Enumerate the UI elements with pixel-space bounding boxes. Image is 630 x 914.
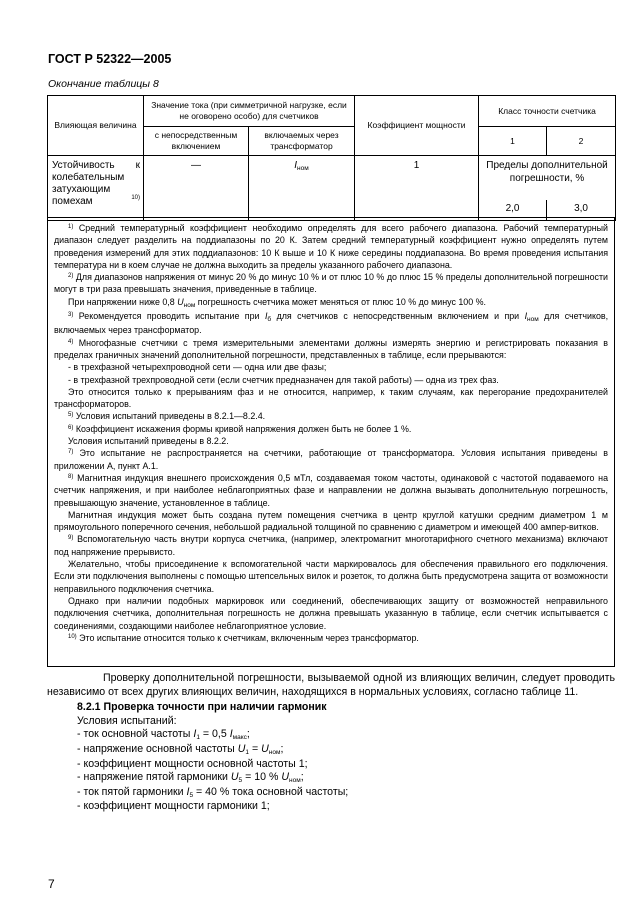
page-number: 7 [48,877,55,891]
table-caption: Окончание таблицы 8 [48,78,159,90]
note-4-tail: Это относится только к прерываниям фаз и не относится, например, к таким случаям, как перегорание предохранителей трансформаторов. [54,386,608,410]
page-header: ГОСТ Р 52322—2005 [48,52,172,66]
note-4-item-2: - в трехфазной трехпроводной сети (если счетчик предназначен для такой работы) — одна из трех фаз. [68,374,499,385]
condition-6: - коэффициент мощности гармоники 1; [77,800,270,813]
header-accuracy-group: Класс точности счетчика [479,96,616,127]
note-9-para-3: Однако при наличии подобных маркировок или соединений, обеспечивающих защиту от возможностей неправильного подключения счетчика, дополнительная погрешность не должна превышать указанную в таблице, если счетчик испытывается с соединениями, создающими наиболее неблагоприятное условие. [54,595,608,631]
condition-3: - коэффициент мощности основной частоты 1; [77,757,308,770]
table-8-end [47,95,616,221]
note-10: $^{10)}$ Это испытание относится только к счетчикам, включенным через трансформатор. [68,632,419,643]
note-6: $^{6)}$ Коэффициент искажения формы кривой напряжения должен быть не более 1 %. [68,423,412,434]
table-footnotes [47,217,615,667]
note-9-para-2: Желательно, чтобы присоединение к вспомогательной части маркировалось для обеспечения правильного его подключения. Если эти подключения выполнены с помощью штепсельных вилок и розеток, то должна быть предусмотрена защита от возможности неправильного подключения счетчика. [54,559,608,594]
note-1: $^{1)}$ Средний температурный коэффициент необходимо определять для всего рабочего диапазона. Рабочий температурный диапазон следует разделить на поддиапазоны по 20 К. Затем средний температурный коэффициент нужно определять путем проведения измерений для этих поддиапазонов: 10 К выше и 10 К ниже середины поддиапазона. Во время проведения испытания температура ни в коем случае не должна выходить за пределы указанного рабочего диапазона. [54,223,608,270]
cell-limits: Пределы дополнительной погрешности, % [479,156,616,200]
note-2-tail: При напряжении ниже 0,8 $U_{ном}$ погрешность счетчика может меняться от плюс 10 % до минус 100 %. [68,296,487,309]
cell-class-1-value: 2,0 [479,200,547,221]
cell-direct: — [144,156,249,221]
note-8-tail: Магнитная индукция может быть создана путем помещения счетчика в центр круглой катушки средним диаметром 1 м прямоугольного поперечного сечения, небольшой радиальной толщиной по сравнению с диаметром и имеющей 400 ампер-витков. [54,509,608,533]
conditions-label: Условия испытаний: [77,714,177,727]
note-8: $^{8)}$ Магнитная индукция внешнего происхождения 0,5 мТл, создаваемая током частоты, одинаковой с частотой подаваемого на счетчик напряжения, и при наиболее неблагоприятных фазе и направлении не должна вызывать дополнительную погрешность, превышающую значение, установленное в таблице. [54,472,608,508]
note-3: $^{3)}$ Рекомендуется проводить испытание при $I_б$ для счетчиков с непосредственным включением и при $I_{ном}$ для счетчиков, включаемых через трансформатор. [54,311,609,336]
note-9: $^{9)}$ Вспомогательную часть внутри корпуса счетчика, (например, электромагнит многотарифного счетного механизма) включают под напряжение прерывисто. [54,534,609,557]
cell-influence: Устойчивость к колебательным затухающим помехам $^{10)}$ [48,156,144,221]
note-2: $^{2)}$ Для диапазонов напряжения от минус 20 % до минус 10 % и от плюс 10 % до плюс 15 % пределы дополнительной погрешности могут в три раза превышать значения, приведенные в таблице. [54,272,608,295]
cell-class-2-value: 3,0 [547,200,616,221]
condition-4: - напряжение пятой гармоники $U_5 = 10$ % $U_{ном}$; [77,771,304,785]
condition-2: - напряжение основной частоты $U_1 = U_{ном}$; [77,742,284,756]
header-influence: Влияющая величина [48,96,144,156]
note-7: $^{7)}$ Это испытание не распространяется на счетчики, работающие от трансформатора. Условия испытания приведены в приложении А, пункт А.1. [54,448,608,471]
note-4-item-1: - в трехфазной четырехпроводной сети — одна или две фазы; [68,362,327,373]
cell-power-factor: 1 [355,156,479,221]
paragraph-1: Проверку дополнительной погрешности, вызываемой одной из влияющих величин, следует проводить независимо от всех других влияющих величин, находящихся в нормальных условиях, согласно таблице 11. [47,672,615,698]
condition-5: - ток пятой гармоники $I_5 = 40$ % тока основной частоты; [77,785,349,799]
header-class-2: 2 [547,127,616,156]
note-6-tail: Условия испытаний приведены в 8.2.2. [68,436,229,447]
header-transformer: включаемых через трансформатор [249,127,355,156]
header-direct: с непосредственным включением [144,127,249,156]
section-heading: 8.2.1 Проверка точности при наличии гармоник [77,701,327,714]
header-class-1: 1 [479,127,547,156]
header-power-factor: Коэффициент мощности [355,96,479,156]
header-current-group: Значение тока (при симметричной нагрузке, если не оговорено особо) для счетчиков [144,96,355,127]
note-5: $^{5)}$ Условия испытаний приведены в 8.2.1—8.2.4. [68,411,266,422]
note-4: $^{4)}$ Многофазные счетчики с тремя измерительными элементами должны измерять энергию и регистрировать показания в пределах граничных значений дополнительной погрешности, представленных в таблице, если прерываются: [54,337,608,360]
cell-transformer: $I_{ном}$ [249,156,355,221]
condition-1: - ток основной частоты $I_1 = 0,5$ $I_{макс}$; [77,728,250,742]
main-text [47,672,615,814]
